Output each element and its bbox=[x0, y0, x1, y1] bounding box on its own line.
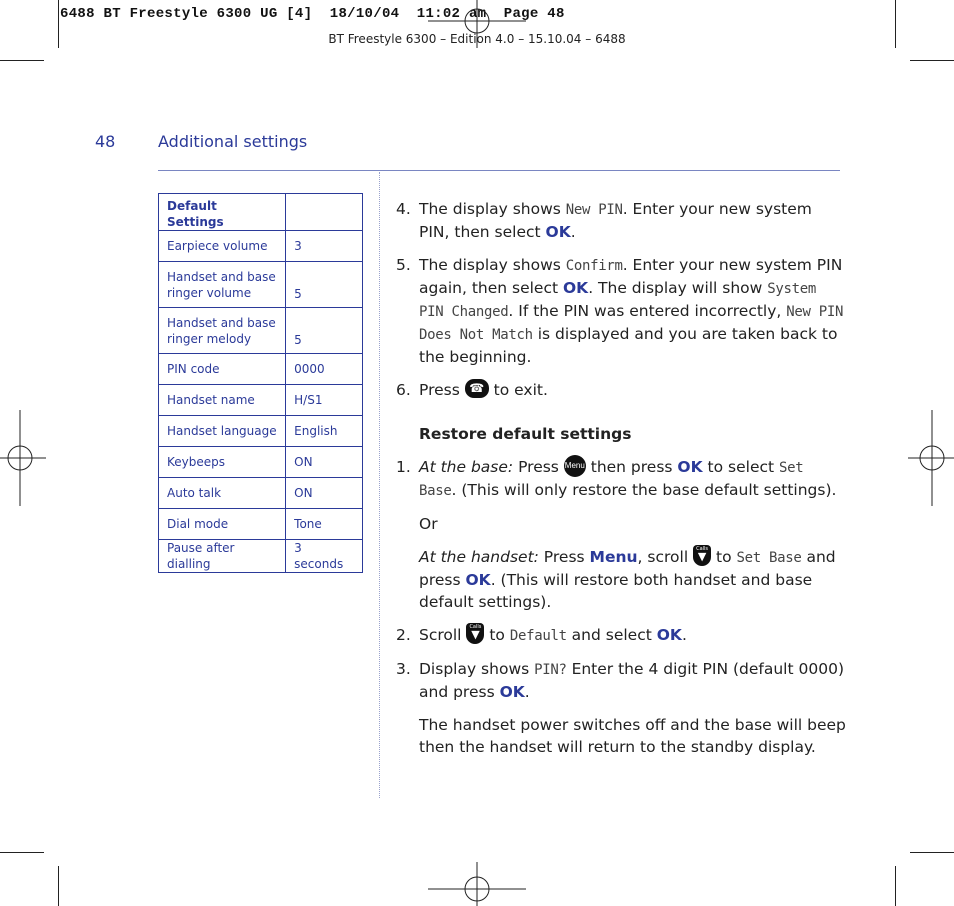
menu-button-icon: Menu bbox=[564, 455, 586, 477]
step-number: 2. bbox=[396, 626, 411, 644]
menu-key-label: Menu bbox=[589, 548, 638, 566]
setting-label: Earpiece volume bbox=[159, 231, 286, 262]
setting-value: English bbox=[286, 416, 363, 447]
display-text: System PIN Changed bbox=[419, 281, 817, 320]
table-row bbox=[159, 540, 363, 573]
crop-mark bbox=[58, 0, 59, 48]
table-row bbox=[159, 447, 363, 478]
scroll-down-calls-icon: Calls ▼ bbox=[693, 545, 711, 566]
display-text: Set Base bbox=[419, 460, 804, 499]
ok-key-label: OK bbox=[465, 571, 491, 589]
step-4 bbox=[396, 198, 846, 243]
step-6 bbox=[396, 379, 846, 401]
display-text: Default bbox=[509, 628, 567, 644]
step-text: to bbox=[711, 548, 737, 566]
setting-value: H/S1 bbox=[286, 385, 363, 416]
step-number: 3. bbox=[396, 660, 411, 678]
ok-key-label: OK bbox=[563, 279, 589, 297]
table-row bbox=[159, 308, 363, 354]
setting-label: Keybeeps bbox=[159, 447, 286, 478]
step-text: Enter the 4 digit PIN (default 0000) and press bbox=[419, 660, 844, 701]
crop-mark bbox=[58, 866, 59, 906]
table-row bbox=[159, 478, 363, 509]
table-row bbox=[159, 262, 363, 308]
or-text: Or bbox=[419, 515, 438, 533]
ok-key-label: OK bbox=[656, 626, 682, 644]
restore-step-2 bbox=[396, 624, 846, 647]
registration-mark bbox=[0, 410, 46, 506]
setting-value: 5 bbox=[286, 262, 363, 308]
edition-line: BT Freestyle 6300 – Edition 4.0 – 15.10.04 – 6488 bbox=[328, 32, 626, 46]
step-text: . Enter your new system PIN again, then select bbox=[419, 256, 843, 297]
step-text: . The display will show bbox=[588, 279, 768, 297]
crop-mark bbox=[895, 0, 896, 48]
step-number: 5. bbox=[396, 256, 411, 274]
table-row bbox=[159, 385, 363, 416]
step-text: is displayed and you are taken back to the beginning. bbox=[419, 325, 838, 366]
step-text: . bbox=[570, 223, 576, 241]
setting-value: 0000 bbox=[286, 354, 363, 385]
restore-handset-step bbox=[396, 546, 846, 613]
setting-label: Handset and base ringer volume bbox=[159, 262, 286, 308]
step-text: Display shows bbox=[419, 660, 535, 678]
end-call-icon: ☎ bbox=[465, 379, 489, 398]
step-text: , scroll bbox=[637, 548, 694, 566]
step-text: Scroll bbox=[419, 626, 467, 644]
crop-mark bbox=[0, 60, 44, 61]
setting-value: ON bbox=[286, 447, 363, 478]
table-row bbox=[159, 509, 363, 540]
display-text: Confirm bbox=[565, 258, 623, 274]
step-text: Press bbox=[419, 381, 465, 399]
setting-label: Auto talk bbox=[159, 478, 286, 509]
display-text: New PIN bbox=[565, 202, 623, 218]
step-text: to bbox=[484, 626, 510, 644]
registration-mark bbox=[428, 862, 526, 906]
step-text: The display shows bbox=[419, 256, 566, 274]
crop-mark bbox=[910, 852, 954, 853]
step-text: . (This will only restore the base default settings). bbox=[451, 481, 837, 499]
step-text: . If the PIN was entered incorrectly, bbox=[508, 302, 787, 320]
step-text: then press bbox=[585, 458, 678, 476]
setting-label: Handset and base ringer melody bbox=[159, 308, 286, 354]
step-context: At the handset: bbox=[419, 548, 539, 566]
setting-label: Handset language bbox=[159, 416, 286, 447]
step-text: . bbox=[681, 626, 687, 644]
scroll-down-calls-icon: Calls ▼ bbox=[466, 623, 484, 644]
step-text: and press bbox=[419, 548, 836, 589]
step-number: 4. bbox=[396, 200, 411, 218]
instructions bbox=[396, 198, 846, 769]
page-number: 48 bbox=[95, 132, 116, 151]
display-text: Set Base bbox=[736, 550, 802, 566]
crop-mark bbox=[910, 60, 954, 61]
registration-mark bbox=[428, 0, 526, 48]
table-row bbox=[159, 231, 363, 262]
step-number: 6. bbox=[396, 381, 411, 399]
table-header-row bbox=[159, 194, 363, 231]
table-row bbox=[159, 416, 363, 447]
print-slug: 6488 BT Freestyle 6300 UG [4] 18/10/04 11:02 am Page 48 bbox=[60, 6, 565, 22]
crop-mark bbox=[895, 866, 896, 906]
step-5 bbox=[396, 254, 846, 368]
column-divider bbox=[379, 172, 380, 798]
setting-value: 5 bbox=[286, 308, 363, 354]
table-row bbox=[159, 354, 363, 385]
step-number: 1. bbox=[396, 458, 411, 476]
setting-label: Pause after dialling bbox=[159, 540, 286, 573]
registration-mark bbox=[908, 410, 954, 506]
closing-note: The handset power switches off and the base will beep then the handset will return to the standby display. bbox=[419, 716, 846, 756]
step-text: Press bbox=[513, 458, 564, 476]
step-text: The display shows bbox=[419, 200, 566, 218]
setting-value: 3 seconds bbox=[286, 540, 363, 573]
step-context: At the base: bbox=[419, 458, 514, 476]
restore-step-1 bbox=[396, 456, 846, 502]
setting-label: Handset name bbox=[159, 385, 286, 416]
step-text: to select bbox=[702, 458, 780, 476]
table-heading-empty bbox=[286, 194, 363, 231]
step-text: . Enter your new system PIN, then select bbox=[419, 200, 812, 241]
calls-label: Calls bbox=[696, 546, 709, 552]
calls-label: Calls bbox=[469, 624, 482, 630]
crop-mark bbox=[0, 852, 44, 853]
default-settings-table bbox=[158, 193, 363, 573]
header-rule bbox=[158, 170, 840, 171]
step-text: to exit. bbox=[488, 381, 548, 399]
display-text: New PIN Does Not Match bbox=[419, 304, 844, 343]
step-text: and select bbox=[566, 626, 657, 644]
section-heading: Restore default settings bbox=[419, 425, 632, 443]
display-text: PIN? bbox=[534, 662, 567, 678]
ok-key-label: OK bbox=[545, 223, 571, 241]
step-text: Press bbox=[538, 548, 590, 566]
step-text: . (This will restore both handset and base default settings). bbox=[419, 571, 813, 611]
step-text: . bbox=[524, 683, 530, 701]
restore-step-3 bbox=[396, 658, 846, 703]
ok-key-label: OK bbox=[677, 458, 703, 476]
setting-value: 3 bbox=[286, 231, 363, 262]
setting-label: Dial mode bbox=[159, 509, 286, 540]
setting-label: PIN code bbox=[159, 354, 286, 385]
page-title: Additional settings bbox=[158, 132, 308, 151]
table-heading: Default Settings bbox=[159, 194, 286, 231]
ok-key-label: OK bbox=[499, 683, 525, 701]
setting-value: ON bbox=[286, 478, 363, 509]
setting-value: Tone bbox=[286, 509, 363, 540]
